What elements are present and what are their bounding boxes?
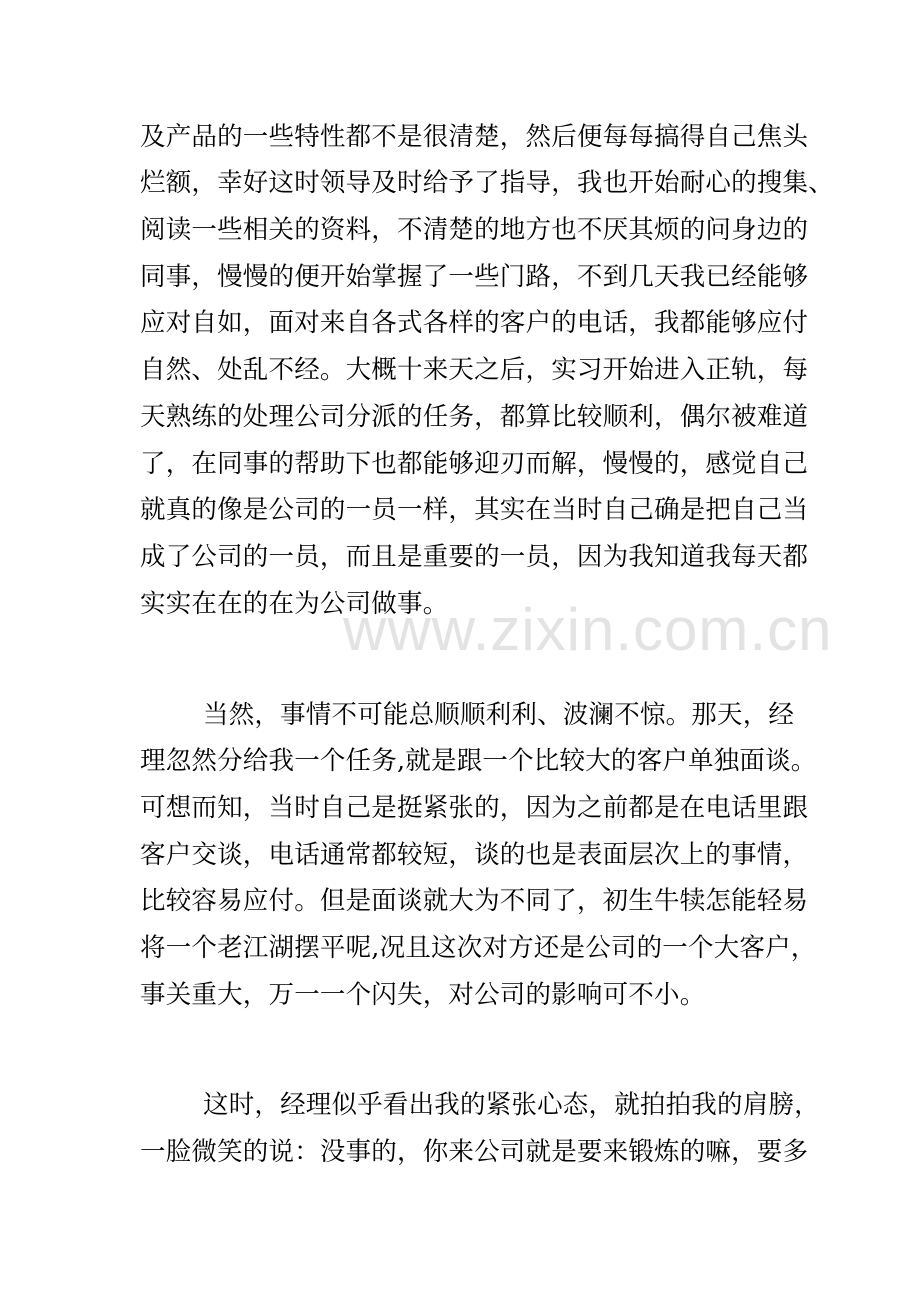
text-line: 比较容易应付。但是面谈就大为不同了，初生牛犊怎能轻易: [140, 886, 809, 916]
text-line: 就真的像是公司的一员一样，其实在当时自己确是把自己当: [140, 495, 809, 525]
text-line: 同事，慢慢的便开始掌握了一些门路，不到几天我已经能够: [140, 262, 809, 292]
text-line: 将一个老江湖摆平呢,况且这次对方还是公司的一个大客户，: [140, 933, 817, 963]
text-line: 当然，事情不可能总顺顺利利、波澜不惊。那天，经: [203, 700, 795, 730]
text-line: 一脸微笑的说：没事的，你来公司就是要来锻炼的嘛，要多: [140, 1137, 809, 1167]
text-line: 实实在在的在为公司做事。: [140, 589, 449, 619]
text-line: 事关重大，万一一个闪失，对公司的影响可不小。: [140, 980, 706, 1010]
watermark: www.zixin.com.cn: [343, 596, 833, 663]
text-line: 理忽然分给我一个任务,就是跟一个比较大的客户单独面谈。: [140, 746, 817, 776]
text-line: 成了公司的一员，而且是重要的一员，因为我知道我每天都: [140, 542, 809, 572]
text-line: 自然、处乱不经。大概十来天之后，实习开始进入正轨，每: [140, 355, 809, 385]
text-line: 可想而知，当时自己是挺紧张的，因为之前都是在电话里跟: [140, 793, 809, 823]
text-line: 了，在同事的帮助下也都能够迎刃而解，慢慢的，感觉自己: [140, 449, 809, 479]
text-line: 阅读一些相关的资料，不清楚的地方也不厌其烦的问身边的: [140, 215, 809, 245]
text-line: 天熟练的处理公司分派的任务，都算比较顺利，偶尔被难道: [140, 402, 809, 432]
text-line: 应对自如，面对来自各式各样的客户的电话，我都能够应付: [140, 308, 809, 338]
text-line: 及产品的一些特性都不是很清楚，然后便每每搞得自己焦头: [140, 122, 809, 152]
text-line: 烂额，幸好这时领导及时给予了指导，我也开始耐心的搜集、: [140, 168, 834, 198]
text-line: 这时，经理似乎看出我的紧张心态，就拍拍我的肩膀，: [203, 1090, 820, 1120]
text-line: 客户交谈，电话通常都较短，谈的也是表面层次上的事情，: [140, 840, 809, 870]
